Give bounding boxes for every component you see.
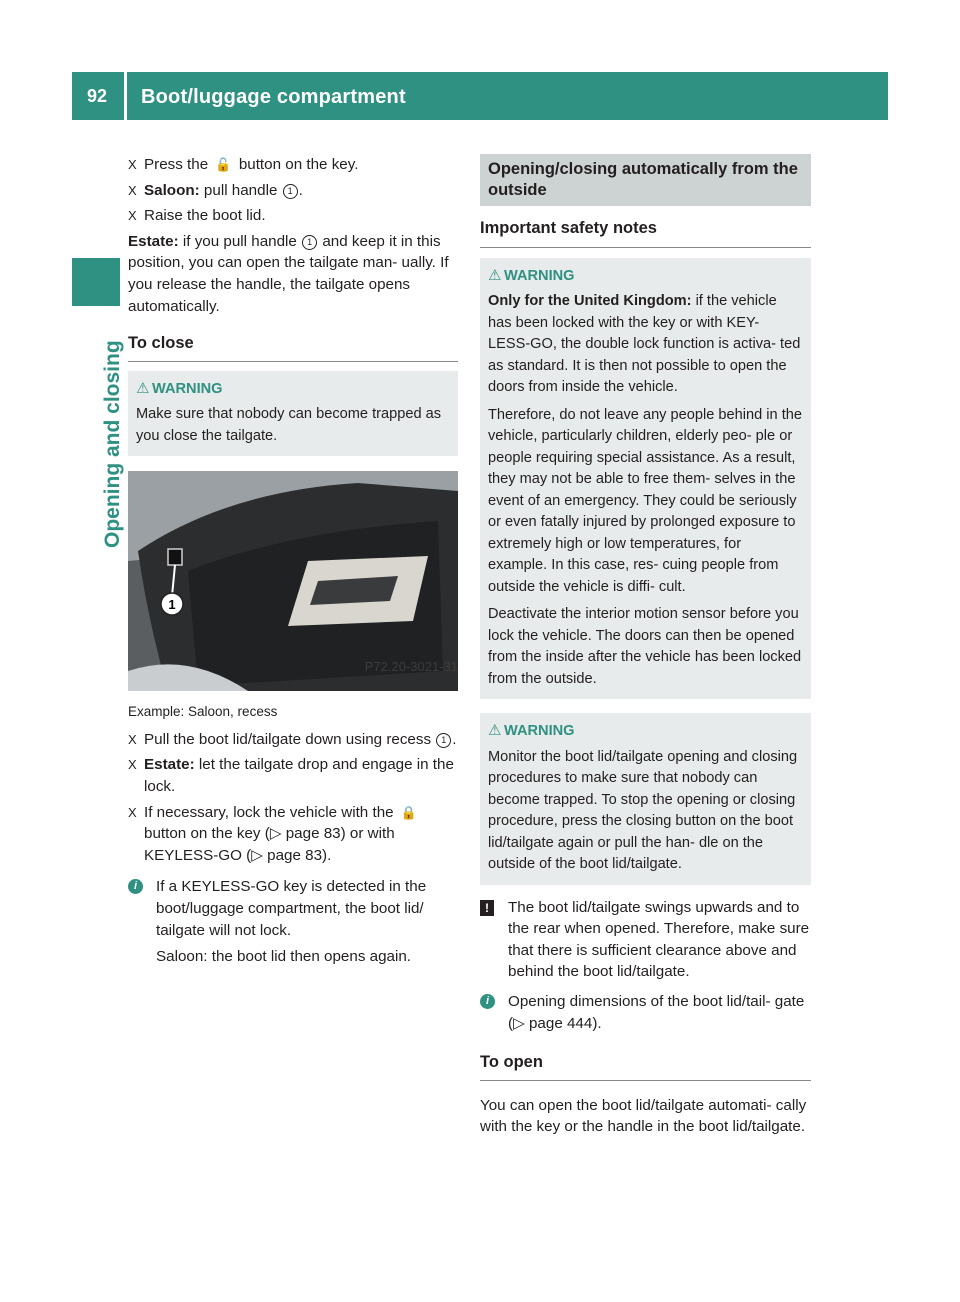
callout-1-icon: 1: [436, 733, 451, 748]
step-marker: X: [128, 757, 137, 773]
step-marker: X: [128, 731, 137, 747]
step-saloon-pull: X Saloon: pull handle 1 .: [128, 180, 458, 202]
warning-icon: ⚠: [488, 722, 502, 740]
info-note-dimensions: i Opening dimensions of the boot lid/tail- gate (▷ page 444).: [480, 991, 811, 1034]
info-note-keyless: i If a KEYLESS-GO key is detected in the boot/luggage compartment, the boot lid/ tailgate will not lock. Saloon: the boot lid then opens again.: [128, 876, 458, 967]
callout-1-icon: 1: [302, 235, 317, 250]
step-marker: X: [128, 157, 137, 172]
step-lock-vehicle: X If necessary, lock the vehicle with the 🔒 button on the key (▷ page 83) or with KEYLESS-GO (▷ page 83).: [128, 802, 458, 867]
callout-1-icon: 1: [283, 184, 298, 199]
side-tab-marker: [72, 258, 120, 306]
left-column: [128, 154, 458, 968]
photo-caption: Example: Saloon, recess: [128, 704, 278, 720]
step-estate-drop: X Estate: let the tailgate drop and engage in the lock.: [128, 756, 454, 796]
warning-box-monitor: ⚠ WARNING Monitor the boot lid/tailgate opening and closing procedures to make sure that nobody can become trapped. To stop the opening or closing procedure, press the closing button on the boot lid/tailgate again or pull the han- dle on the outside of the boot lid/tailgate.: [480, 713, 811, 885]
warning-box-close: ⚠ WARNING Make sure that nobody can become trapped as you close the tailgate.: [128, 371, 458, 457]
to-close-heading: To close: [128, 333, 458, 362]
page-ref-arrow-icon: ▷: [269, 825, 282, 843]
page-ref-link[interactable]: page 83).: [267, 846, 332, 864]
step-raise-lid: X Raise the boot lid.: [128, 205, 458, 227]
step-marker: X: [128, 208, 137, 224]
photo-callout-label: 1: [168, 597, 176, 613]
chapter-label: Opening and closing: [101, 340, 124, 548]
page-number: 92: [86, 86, 108, 106]
safety-heading: Important safety notes: [480, 218, 811, 248]
page-title: Boot/luggage compartment: [141, 86, 406, 108]
to-open-heading: To open: [480, 1052, 811, 1081]
header-divider: [124, 72, 127, 120]
image-code: P72.20-3021-31: [364, 658, 458, 674]
estate-paragraph: Estate: if you pull handle 1 and keep it in this position, you can open the tailgate man- ually. If you release the handle, the tailgate opens automatically.: [128, 232, 449, 315]
to-open-text: You can open the boot lid/tailgate automati- cally with the key or the handle in the boot lid/tailgate.: [480, 1096, 807, 1136]
caution-icon: !: [480, 900, 494, 916]
page-ref-link[interactable]: page 83) or with KEYLESS-GO (: [144, 825, 395, 864]
step-marker: X: [128, 182, 137, 198]
boot-lid-photo: [128, 471, 458, 691]
right-column: [480, 154, 811, 1138]
page-ref-arrow-icon: ▷: [251, 846, 263, 864]
unlock-key-icon: 🔓: [215, 157, 232, 172]
warning-icon: ⚠: [488, 266, 502, 284]
caution-note: ! The boot lid/tailgate swings upwards and to the rear when opened. Therefore, make sure that there is sufficient clearance above and behind the boot lid/tailgate.: [480, 897, 811, 983]
warning-box-uk: ⚠ WARNING Only for the United Kingdom: if the vehicle has been locked with the key or with KEY- LESS-GO, the double lock function is activa- ted as standard. It is then not possible to open the doors from inside the vehicle. Therefore, do not leave any people behind in the vehicle, particularly children, elderly peo- ple or people requiring special assistance. As a result, they may not be able to free them- selves in the event of an emergency. They could be seriously or even fatally injured by prolonged exposure to extremely high or low temperatures, for example. In this case, res- cuing people from outside the vehicle is diffi- cult. Deactivate the interior motion sensor before you lock the vehicle. The doors can then be opened from the inside after the vehicle has been locked from the outside.: [480, 258, 811, 700]
step-press-unlock: X Press the 🔓 button on the key.: [128, 154, 458, 176]
step-pull-down: X Pull the boot lid/tailgate down using recess 1 .: [128, 729, 458, 751]
page-ref-link[interactable]: page 444).: [528, 1014, 602, 1032]
page-ref-arrow-icon: ▷: [513, 1014, 525, 1032]
warning-icon: ⚠: [136, 379, 150, 397]
section-title: Opening/closing automatically from the outside: [480, 154, 811, 206]
lock-key-icon: 🔒: [400, 804, 418, 820]
info-icon: i: [480, 994, 495, 1009]
info-icon: i: [128, 879, 143, 894]
step-marker: X: [128, 804, 137, 820]
